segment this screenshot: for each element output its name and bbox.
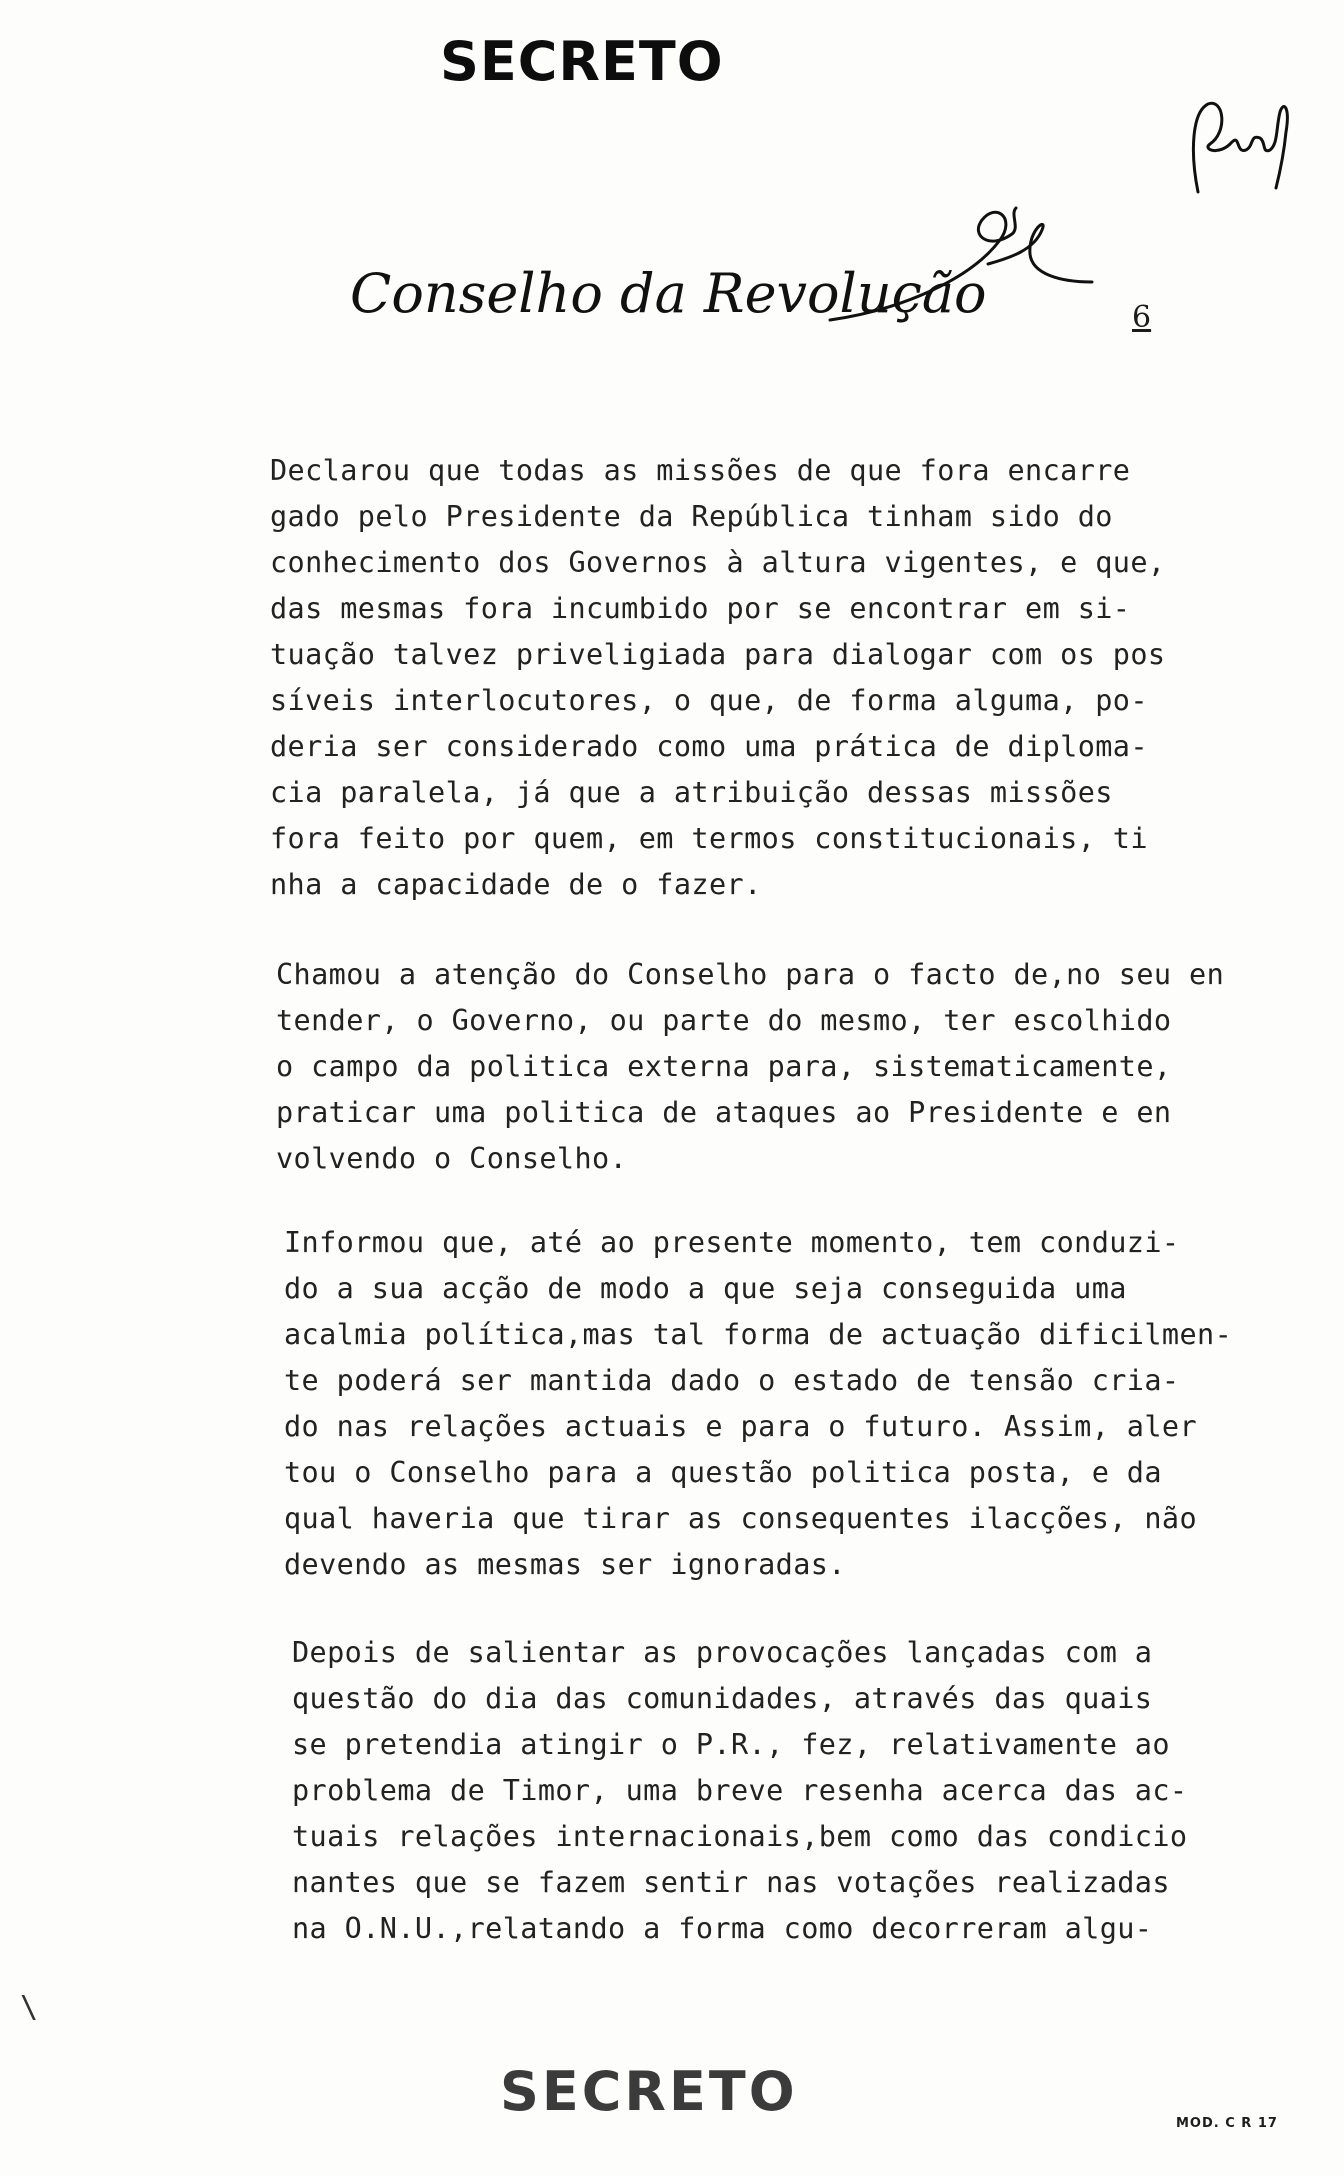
text-line: síveis interlocutores, o que, de forma alguma, po-: [270, 684, 1148, 717]
text-line: te poderá ser mantida dado o estado de tensão cria-: [284, 1364, 1180, 1397]
text-line: deria ser considerado como uma prática de diploma-: [270, 730, 1148, 763]
text-line: volvendo o Conselho.: [276, 1142, 628, 1175]
text-line: conhecimento dos Governos à altura vigentes, e que,: [270, 546, 1166, 579]
classification-stamp-top: SECRETO: [440, 30, 724, 93]
text-line: problema de Timor, uma breve resenha acerca das ac-: [292, 1774, 1188, 1807]
text-line: Depois de salientar as provocações lançadas com a: [292, 1636, 1153, 1669]
text-line: se pretendia atingir o P.R., fez, relativamente ao: [292, 1728, 1170, 1761]
text-line: qual haveria que tirar as consequentes ilacções, não: [284, 1502, 1198, 1535]
text-line: tender, o Governo, ou parte do mesmo, ter escolhido: [276, 1004, 1172, 1037]
text-line: praticar uma politica de ataques ao Presidente e en: [276, 1096, 1172, 1129]
signature-flourish-drawing: [820, 190, 1100, 340]
margin-mark: \: [20, 1990, 39, 2025]
text-line: Declarou que todas as missões de que fora encarre: [270, 454, 1131, 487]
paragraph-3: [284, 1220, 1294, 1588]
text-line: acalmia política,mas tal forma de actuação dificilmen-: [284, 1318, 1233, 1351]
paragraph-4: [292, 1630, 1302, 1952]
text-line: questão do dia das comunidades, através das quais: [292, 1682, 1153, 1715]
text-line: Informou que, até ao presente momento, tem conduzi-: [284, 1226, 1180, 1259]
text-line: na O.N.U.,relatando a forma como decorreram algu-: [292, 1912, 1153, 1945]
text-line: das mesmas fora incumbido por se encontrar em si-: [270, 592, 1131, 625]
page-number: 6: [1132, 300, 1152, 335]
text-line: nantes que se fazem sentir nas votações realizadas: [292, 1866, 1170, 1899]
text-line: fora feito por quem, em termos constitucionais, ti: [270, 822, 1148, 855]
handwritten-annotation-drawing: [1180, 92, 1300, 202]
classification-stamp-bottom: SECRETO: [500, 2060, 798, 2123]
text-line: o campo da politica externa para, sistematicamente,: [276, 1050, 1172, 1083]
text-line: tuação talvez priveligiada para dialogar com os pos: [270, 638, 1166, 671]
text-line: nha a capacidade de o fazer.: [270, 868, 762, 901]
text-line: do nas relações actuais e para o futuro. Assim, aler: [284, 1410, 1198, 1443]
text-line: devendo as mesmas ser ignoradas.: [284, 1548, 846, 1581]
text-line: tou o Conselho para a questão politica posta, e da: [284, 1456, 1162, 1489]
text-line: cia paralela, já que a atribuição dessas missões: [270, 776, 1113, 809]
paragraph-2: [276, 952, 1286, 1182]
text-line: tuais relações internacionais,bem como das condicio: [292, 1820, 1188, 1853]
text-line: do a sua acção de modo a que seja conseguida uma: [284, 1272, 1127, 1305]
letterhead: Conselho da Revolução: [350, 262, 987, 325]
text-line: gado pelo Presidente da República tinham sido do: [270, 500, 1113, 533]
paragraph-1: [270, 448, 1280, 908]
form-code: MOD. C R 17: [1176, 2116, 1278, 2131]
text-line: Chamou a atenção do Conselho para o facto de,no seu en: [276, 958, 1225, 991]
